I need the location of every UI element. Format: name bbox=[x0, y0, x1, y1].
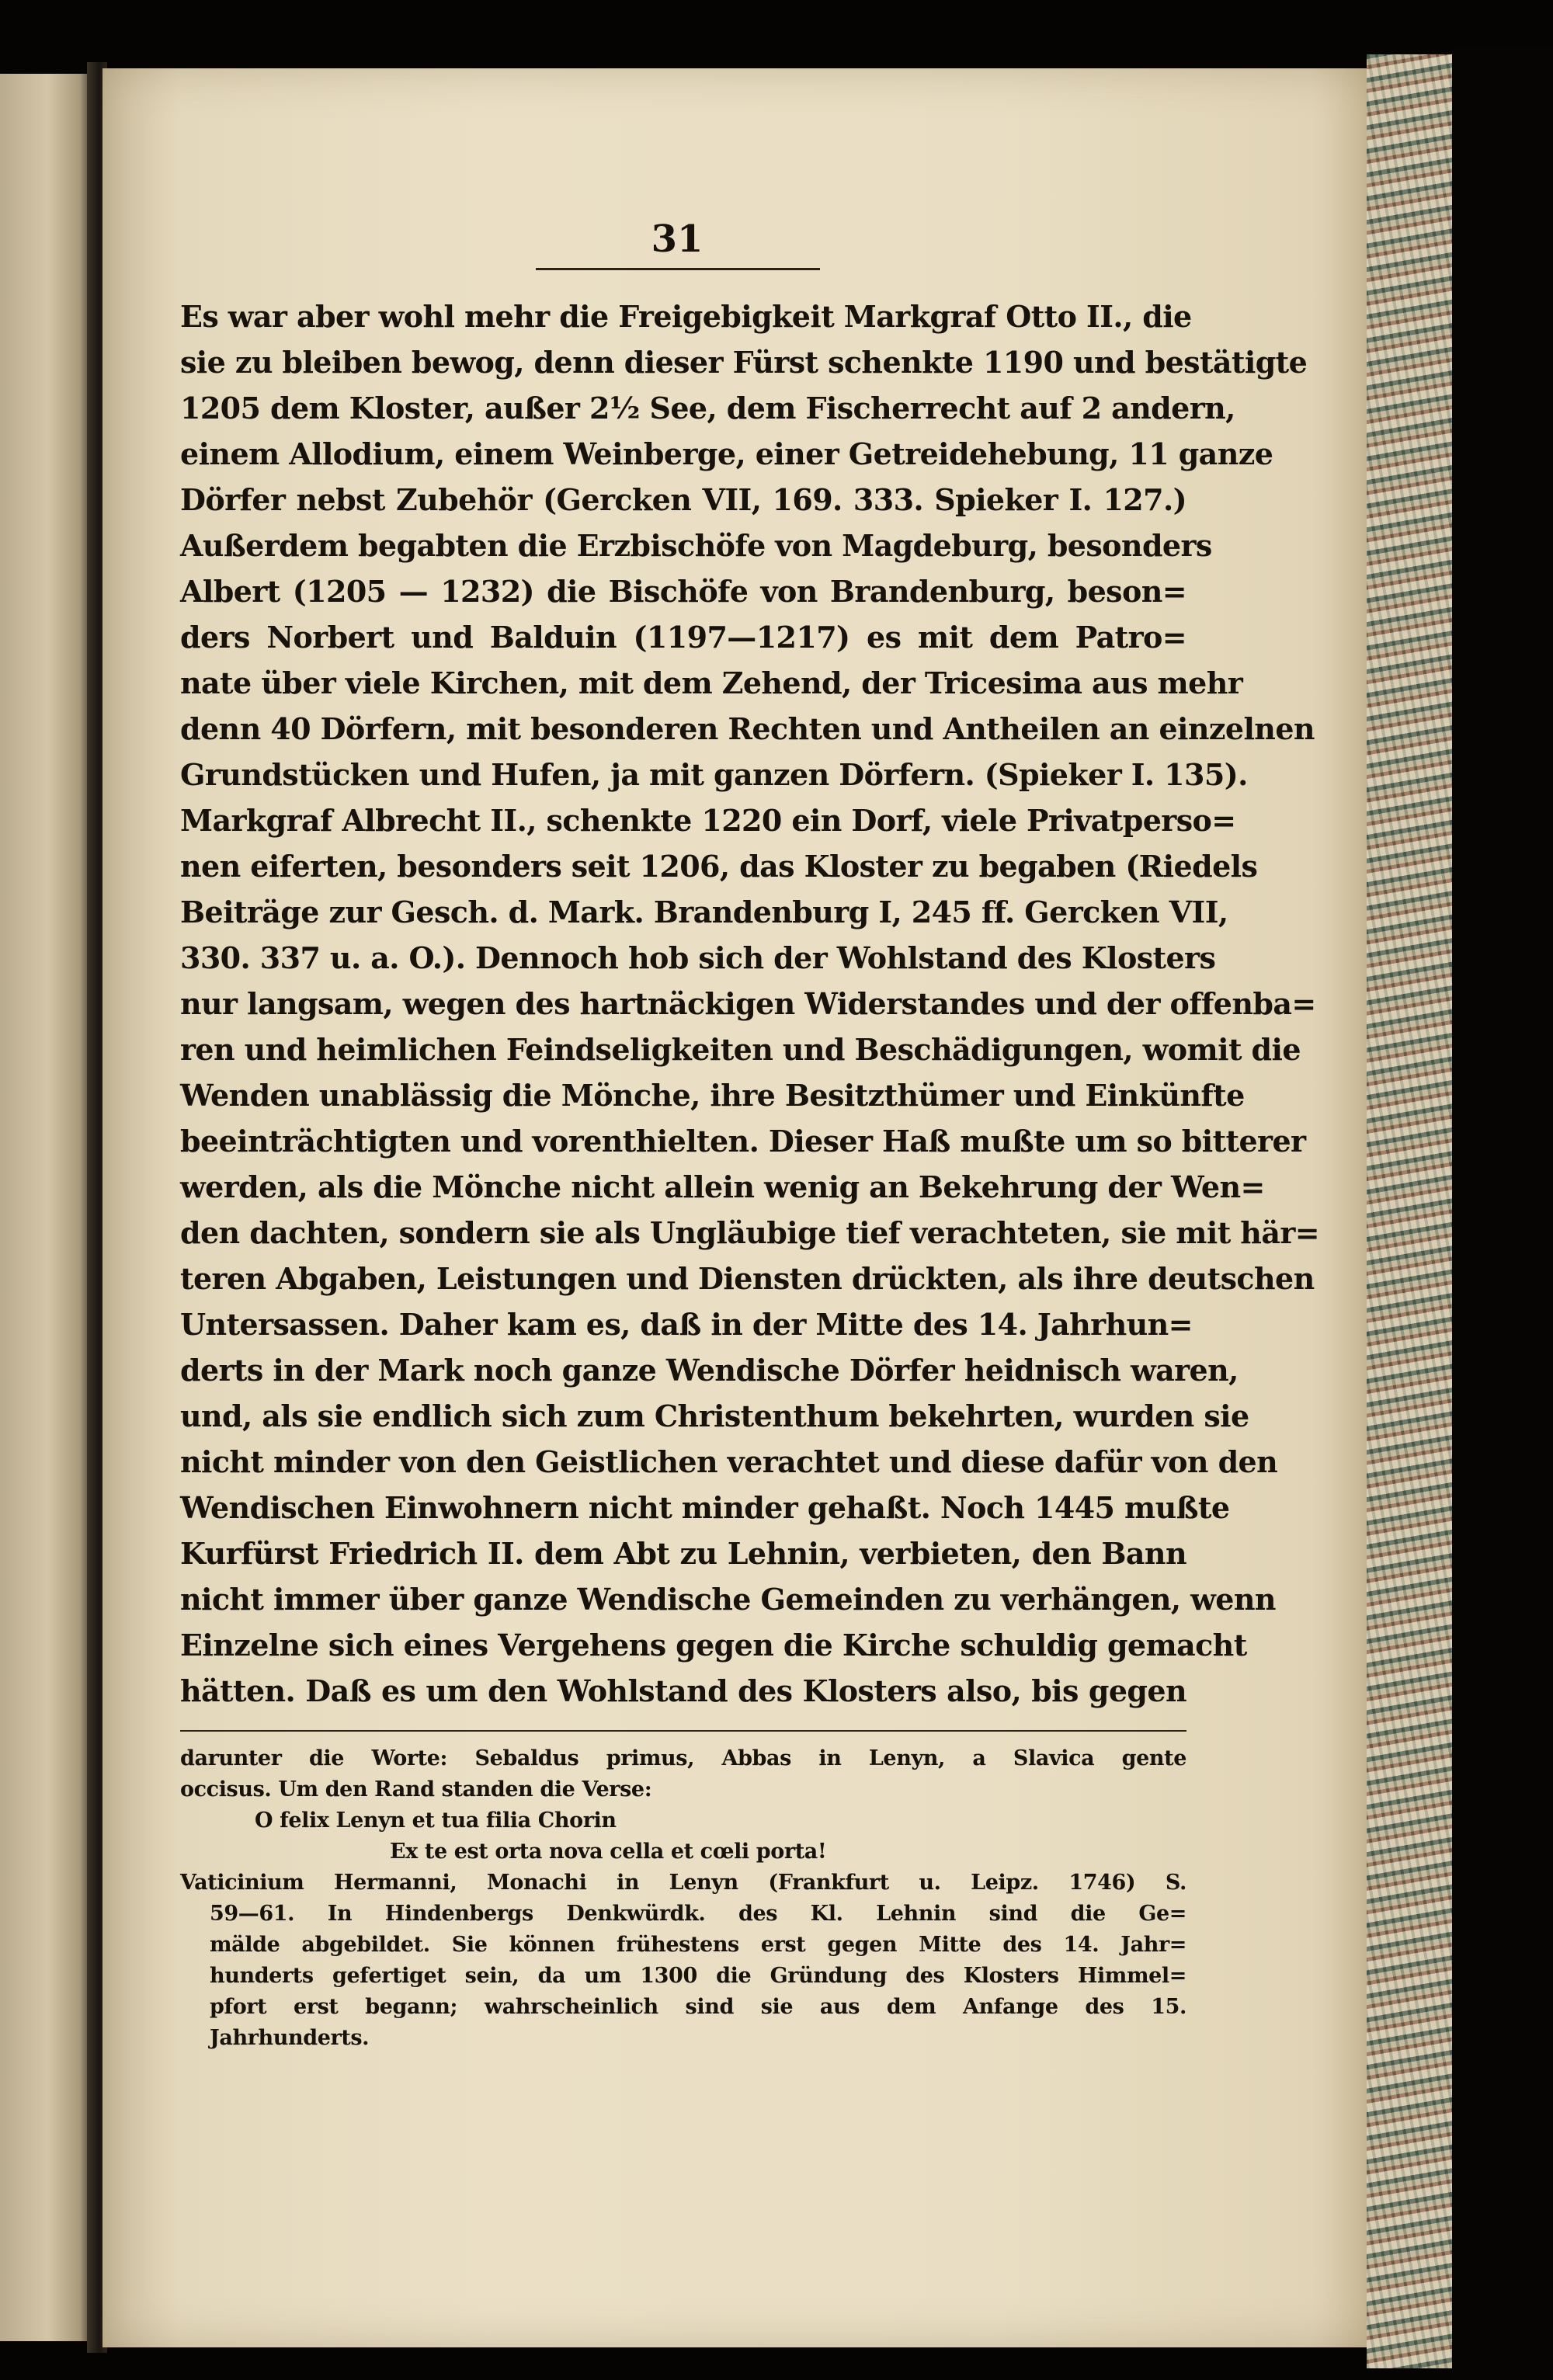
footnote-line: mälde abgebildet. Sie können frühestens erst gegen Mitte des 14. Jahr= bbox=[210, 1933, 1186, 1957]
footnote-line: Jahrhunderts. bbox=[210, 2026, 370, 2050]
body-line: Grundstücken und Hufen, ja mit ganzen Dörfern. (Spieker I. 135). bbox=[180, 757, 1248, 792]
body-line: sie zu bleiben bewog, denn dieser Fürst schenkte 1190 und bestätigte bbox=[180, 345, 1308, 380]
footnotes bbox=[180, 1743, 1186, 2054]
body-line: Dörfer nebst Zubehör (Gercken VII, 169. 333. Spieker I. 127.) bbox=[180, 482, 1186, 517]
footnote-line: Vaticinium Hermanni, Monachi in Lenyn (Frankfurt u. Leipz. 1746) S. bbox=[180, 1871, 1186, 1895]
body-line: werden, als die Mönche nicht allein wenig an Bekehrung der Wen= bbox=[180, 1169, 1265, 1204]
body-line: und, als sie endlich sich zum Christenthum bekehrten, wurden sie bbox=[180, 1398, 1249, 1433]
body-line: Markgraf Albrecht II., schenkte 1220 ein Dorf, viele Privatperso= bbox=[180, 803, 1236, 838]
body-text bbox=[180, 294, 1320, 1714]
footnote-line: 59—61. In Hindenbergs Denkwürdk. des Kl. Lehnin sind die Ge= bbox=[210, 1902, 1186, 1926]
body-line: nicht immer über ganze Wendische Gemeinden zu verhängen, wenn bbox=[180, 1582, 1276, 1617]
page-number: 31 bbox=[651, 217, 704, 261]
body-line: nen eiferten, besonders seit 1206, das Kloster zu begaben (Riedels bbox=[180, 849, 1258, 884]
body-line: Beiträge zur Gesch. d. Mark. Brandenburg I, 245 ff. Gercken VII, bbox=[180, 895, 1228, 929]
body-line: Einzelne sich eines Vergehens gegen die Kirche schuldig gemacht bbox=[180, 1628, 1247, 1663]
body-line: ders Norbert und Balduin (1197—1217) es mit dem Patro= bbox=[180, 620, 1186, 655]
footnote-rule bbox=[180, 1730, 1186, 1732]
footnote-line: pfort erst begann; wahrscheinlich sind sie aus dem Anfange des 15. bbox=[210, 1995, 1186, 2019]
body-line: hätten. Daß es um den Wohlstand des Klosters also, bis gegen bbox=[180, 1673, 1186, 1708]
body-line: derts in der Mark noch ganze Wendische Dörfer heidnisch waren, bbox=[180, 1353, 1239, 1388]
body-line: einem Allodium, einem Weinberge, einer Getreidehebung, 11 ganze bbox=[180, 436, 1273, 471]
body-line: Untersassen. Daher kam es, daß in der Mitte des 14. Jahrhun= bbox=[180, 1307, 1193, 1342]
body-line: Albert (1205 — 1232) die Bischöfe von Brandenburg, beson= bbox=[180, 574, 1186, 609]
footnote-verse-line: O felix Lenyn et tua filia Chorin bbox=[255, 1808, 617, 1833]
body-line: nur langsam, wegen des hartnäckigen Widerstandes und der offenba= bbox=[180, 986, 1316, 1021]
footnote-line: hunderts gefertiget sein, da um 1300 die Gründung des Klosters Himmel= bbox=[210, 1964, 1186, 1988]
body-line: 330. 337 u. a. O.). Dennoch hob sich der Wohlstand des Klosters bbox=[180, 940, 1216, 975]
body-line: den dachten, sondern sie als Ungläubige tief verachteten, sie mit här= bbox=[180, 1215, 1320, 1250]
body-line: teren Abgaben, Leistungen und Diensten drückten, als ihre deutschen bbox=[180, 1261, 1315, 1296]
body-line: Kurfürst Friedrich II. dem Abt zu Lehnin, verbieten, den Bann bbox=[180, 1536, 1186, 1571]
footnote-verse-line: Ex te est orta nova cella et cœli porta! bbox=[390, 1840, 827, 1864]
facing-page-edge bbox=[0, 74, 87, 2341]
body-line: Es war aber wohl mehr die Freigebigkeit Markgraf Otto II., die bbox=[180, 299, 1192, 334]
body-line: Wendischen Einwohnern nicht minder gehaßt. Noch 1445 mußte bbox=[180, 1490, 1230, 1525]
footnote-line: occisus. Um den Rand standen die Verse: bbox=[180, 1777, 652, 1802]
scan-background bbox=[1452, 47, 1553, 2380]
body-line: 1205 dem Kloster, außer 2½ See, dem Fischerrecht auf 2 andern, bbox=[180, 391, 1235, 426]
page-number-rule bbox=[536, 268, 820, 270]
body-line: Außerdem begabten die Erzbischöfe von Magdeburg, besonders bbox=[180, 528, 1212, 563]
body-line: nicht minder von den Geistlichen verachtet und diese dafür von den bbox=[180, 1444, 1278, 1479]
body-line: beeinträchtigten und vorenthielten. Dieser Haß mußte um so bitterer bbox=[180, 1124, 1306, 1159]
body-line: ren und heimlichen Feindseligkeiten und Beschädigungen, womit die bbox=[180, 1032, 1301, 1067]
marbled-fore-edge bbox=[1367, 54, 1452, 2368]
body-line: Wenden unablässig die Mönche, ihre Besitzthümer und Einkünfte bbox=[180, 1078, 1245, 1113]
body-line: denn 40 Dörfern, mit besonderen Rechten und Antheilen an einzelnen bbox=[180, 711, 1315, 746]
body-line: nate über viele Kirchen, mit dem Zehend, der Tricesima aus mehr bbox=[180, 665, 1243, 700]
footnote-line: darunter die Worte: Sebaldus primus, Abbas in Lenyn, a Slavica gente bbox=[180, 1746, 1186, 1770]
